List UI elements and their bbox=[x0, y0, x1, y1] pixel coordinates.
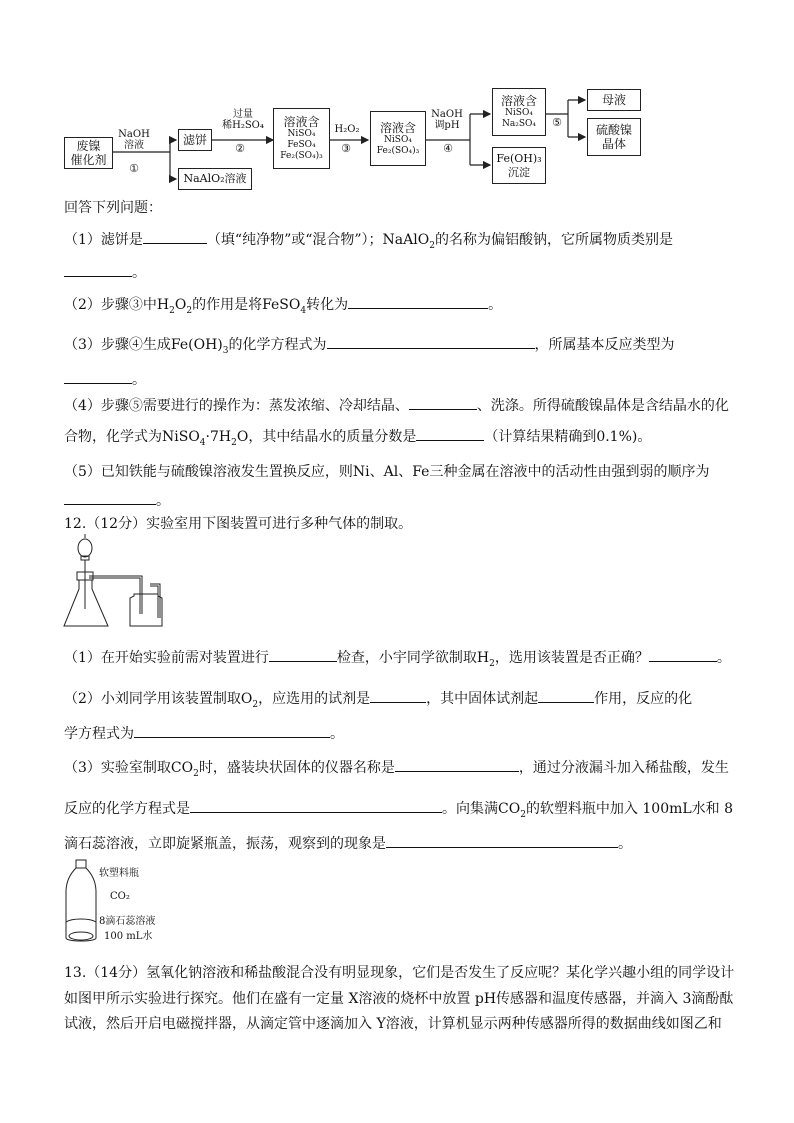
q13-line2: 如图甲所示实验进行探究。他们在盛有一定量 X溶液的烧杯中放置 pH传感器和温度传感器，并滴入 3滴酚酞 bbox=[64, 991, 734, 1007]
q11-p4-text-4: ·7H bbox=[205, 429, 232, 445]
q12-p3-blank-3[interactable] bbox=[386, 833, 618, 848]
filter-cake-box: 滤饼 bbox=[178, 129, 212, 151]
q11-p1-blank-1[interactable] bbox=[143, 229, 207, 244]
q11-p4-blank-2[interactable] bbox=[416, 426, 484, 441]
q11-p2-sub-1: 2 bbox=[169, 305, 175, 316]
q11-p3-text-2: 的化学方程式为 bbox=[228, 337, 327, 353]
q12-part3-line1 bbox=[64, 757, 729, 779]
q12-p1-text-2: 检查，小宇同学欲制取H bbox=[336, 650, 490, 666]
q11-p2-end: 。 bbox=[488, 297, 503, 313]
q11-p4-blank-1[interactable] bbox=[409, 395, 477, 410]
q11-part3-line2 bbox=[64, 369, 146, 389]
q11-part3-line1 bbox=[64, 334, 675, 356]
solution-a-title: 溶液含 bbox=[283, 115, 320, 129]
step1-number: ① bbox=[129, 162, 139, 175]
q12-part3-line3 bbox=[64, 833, 632, 853]
q12-part2-line1 bbox=[64, 688, 692, 710]
q13-line3: 试液，然后开启电磁搅拌器，从滴定管中逐滴加入 Y溶液，计算机显示两种传感器所得的数据曲线如图乙和 bbox=[64, 1016, 722, 1032]
q12-p1-sub: 2 bbox=[489, 658, 495, 669]
q12-p3-text-5: 。向集满CO bbox=[442, 801, 521, 817]
bottle-label-water: 100 mL水 bbox=[104, 931, 153, 942]
q11-p2-sub-2: 2 bbox=[186, 305, 193, 316]
q12-p3-sub-1: 2 bbox=[193, 768, 199, 779]
q13-line1: 13.（14分）氢氧化钠溶液和稀盐酸混合没有明显现象，它们是否发生了反应呢？某化学兴趣小组的同学设计 bbox=[64, 965, 735, 981]
q11-p3-blank-2[interactable] bbox=[64, 369, 132, 384]
q12-p2-text-4: 作用，反应的化 bbox=[594, 691, 693, 707]
q11-p1-end: 。 bbox=[132, 265, 146, 281]
q11-p2-text-3: 的作用是将FeSO bbox=[192, 297, 301, 313]
naalo2-solution-box: NaAlO₂溶液 bbox=[178, 168, 252, 190]
step3-number: ③ bbox=[341, 142, 351, 155]
q12-p1-text: （1）在开始实验前需对装置进行 bbox=[64, 650, 269, 666]
q11-p3-end: 。 bbox=[132, 372, 146, 388]
q12-p2-text-5: 学方程式为 bbox=[64, 726, 134, 742]
q12-title: 12.（12分）实验室用下图装置可进行多种气体的制取。 bbox=[64, 516, 413, 532]
q11-p3-blank-1[interactable] bbox=[327, 334, 535, 349]
solution-c-title: 溶液含 bbox=[500, 94, 537, 108]
q11-p2-text-2: O bbox=[174, 297, 187, 313]
q12-p2-text: （2）小刘同学用该装置制取O bbox=[64, 691, 253, 707]
bottle-label-co2: CO₂ bbox=[110, 891, 130, 902]
q12-p2-sub: 2 bbox=[252, 699, 259, 710]
q11-part4-line2 bbox=[64, 426, 651, 448]
q12-part3-line2 bbox=[64, 798, 733, 820]
solution-b-title: 溶液含 bbox=[379, 120, 416, 135]
q12-p3-sub-2: 2 bbox=[520, 809, 526, 820]
q11-part2 bbox=[64, 294, 502, 316]
q11-p1-sub: 2 bbox=[429, 240, 435, 251]
mother-liquor-box: 母液 bbox=[587, 89, 641, 111]
flowchart-arrows bbox=[0, 0, 794, 200]
solution-c-content: NiSO₄ Na₂SO₄ bbox=[501, 108, 536, 129]
q12-p3-blank-1[interactable] bbox=[395, 757, 519, 772]
q11-p3-sub: 3 bbox=[222, 345, 229, 356]
bottle-label-litmus: 8滴石蕊溶液 bbox=[99, 916, 156, 927]
q11-p2-text: （2）步骤③中H bbox=[64, 297, 170, 313]
q12-p1-end: 。 bbox=[716, 650, 731, 666]
q11-p1-blank-2[interactable] bbox=[64, 262, 132, 277]
step1-reagent-label: NaOH 溶液 bbox=[118, 129, 150, 151]
q12-part1 bbox=[64, 647, 731, 669]
solution-b-content: NiSO₄ Fe₂(SO₄)₃ bbox=[376, 134, 420, 156]
step4-reagent-label: NaOH 调pH bbox=[431, 109, 463, 131]
q11-p5-end: 。 bbox=[156, 493, 170, 509]
q12-p1-text-3: ，选用该装置是否正确？ bbox=[494, 650, 649, 666]
q12-p1-blank-1[interactable] bbox=[269, 647, 337, 662]
q11-p4-text-5: O，其中结晶水的质量分数是 bbox=[236, 429, 417, 445]
q11-p5-blank[interactable] bbox=[64, 490, 156, 505]
q11-part4-line1 bbox=[64, 395, 729, 415]
fe-oh-3-precipitate-box: Fe(OH)₃ 沉淀 bbox=[492, 147, 546, 184]
q12-p3-end: 。 bbox=[618, 836, 632, 852]
q12-p2-blank-1[interactable] bbox=[370, 688, 426, 703]
q12-p2-end: 。 bbox=[330, 726, 344, 742]
step2-reagent-label: 过量 稀H₂SO₄ bbox=[222, 109, 264, 131]
q12-p3-text-2: 时，盛装块状固体的仪器名称是 bbox=[198, 760, 395, 776]
solution-c-box bbox=[492, 88, 546, 136]
q12-p2-blank-2[interactable] bbox=[538, 688, 594, 703]
nickel-sulfate-crystal-box: 硫酸镍 晶体 bbox=[587, 118, 641, 156]
step3-reagent-label: H₂O₂ bbox=[334, 124, 360, 135]
q12-p2-text-3: ，其中固体试剂起 bbox=[426, 691, 539, 707]
q12-p3-text-6: 的软塑料瓶中加入 100mL水和 8 bbox=[525, 801, 734, 817]
q11-p4-sub-2: 2 bbox=[231, 437, 237, 448]
solution-a-content: NiSO₄ FeSO₄ Fe₂(SO₄)₃ bbox=[280, 129, 323, 161]
q11-part1-line2 bbox=[64, 262, 146, 282]
q12-p2-blank-3[interactable] bbox=[134, 723, 330, 738]
waste-catalyst-box: 废镍 催化剂 bbox=[64, 137, 113, 169]
q11-p4-text-6: （计算结果精确到0.1%)。 bbox=[484, 429, 652, 445]
q12-p3-text-4: 反应的化学方程式是 bbox=[64, 801, 190, 817]
q11-p4-text-2: 、洗涤。所得硫酸镍晶体是含结晶水的化 bbox=[476, 398, 729, 414]
step2-number: ② bbox=[235, 142, 245, 155]
q11-p1-text-2: （填“纯净物”或“混合物”）；NaAlO bbox=[206, 232, 430, 248]
solution-a-box bbox=[273, 108, 330, 169]
step4-number: ④ bbox=[443, 142, 453, 155]
q12-p3-text-7: 滴石蕊溶液，立即旋紧瓶盖，振荡，观察到的现象是 bbox=[64, 836, 386, 852]
q11-p2-text-4: 转化为 bbox=[306, 297, 349, 313]
q11-p3-text-3: ，所属基本反应类型为 bbox=[534, 337, 675, 353]
q11-part5-line2 bbox=[64, 490, 170, 510]
q12-p3-text-3: ，通过分液漏斗加入稀盐酸，发生 bbox=[518, 760, 729, 776]
step5-number: ⑤ bbox=[552, 116, 562, 129]
q11-p4-text-3: 合物，化学式为NiSO bbox=[64, 429, 200, 445]
q11-p1-text: （1）滤饼是 bbox=[64, 232, 143, 248]
q11-p3-text: （3）步骤④生成Fe(OH) bbox=[64, 337, 223, 353]
q12-p2-text-2: ，应选用的试剂是 bbox=[258, 691, 371, 707]
q12-p3-blank-2[interactable] bbox=[190, 798, 442, 813]
q11-intro: 回答下列问题： bbox=[64, 200, 162, 216]
solution-b-box bbox=[370, 111, 426, 166]
q12-p3-text: （3）实验室制取CO bbox=[64, 760, 194, 776]
q11-p4-sub-1: 4 bbox=[199, 437, 206, 448]
soft-plastic-bottle-figure bbox=[62, 858, 102, 946]
q11-p4-text: （4）步骤⑤需要进行的操作为：蒸发浓缩、冷却结晶、 bbox=[64, 398, 409, 414]
q11-p1-text-3: 的名称为偏铝酸钠，它所属物质类别是 bbox=[434, 232, 673, 248]
q11-part5-line1: （5）已知铁能与硫酸镍溶液发生置换反应，则Ni、Al、Fe三种金属在溶液中的活动性由强到弱的顺序为 bbox=[64, 464, 710, 480]
q12-p1-blank-2[interactable] bbox=[649, 647, 717, 662]
q12-part2-line2 bbox=[64, 723, 344, 743]
bottle-label-soft-plastic: 软塑料瓶 bbox=[99, 868, 139, 879]
q11-part1-line1 bbox=[64, 229, 673, 251]
q11-p2-sub-3: 4 bbox=[300, 305, 307, 316]
q11-p2-blank[interactable] bbox=[348, 294, 488, 309]
gas-apparatus-figure bbox=[62, 534, 172, 634]
